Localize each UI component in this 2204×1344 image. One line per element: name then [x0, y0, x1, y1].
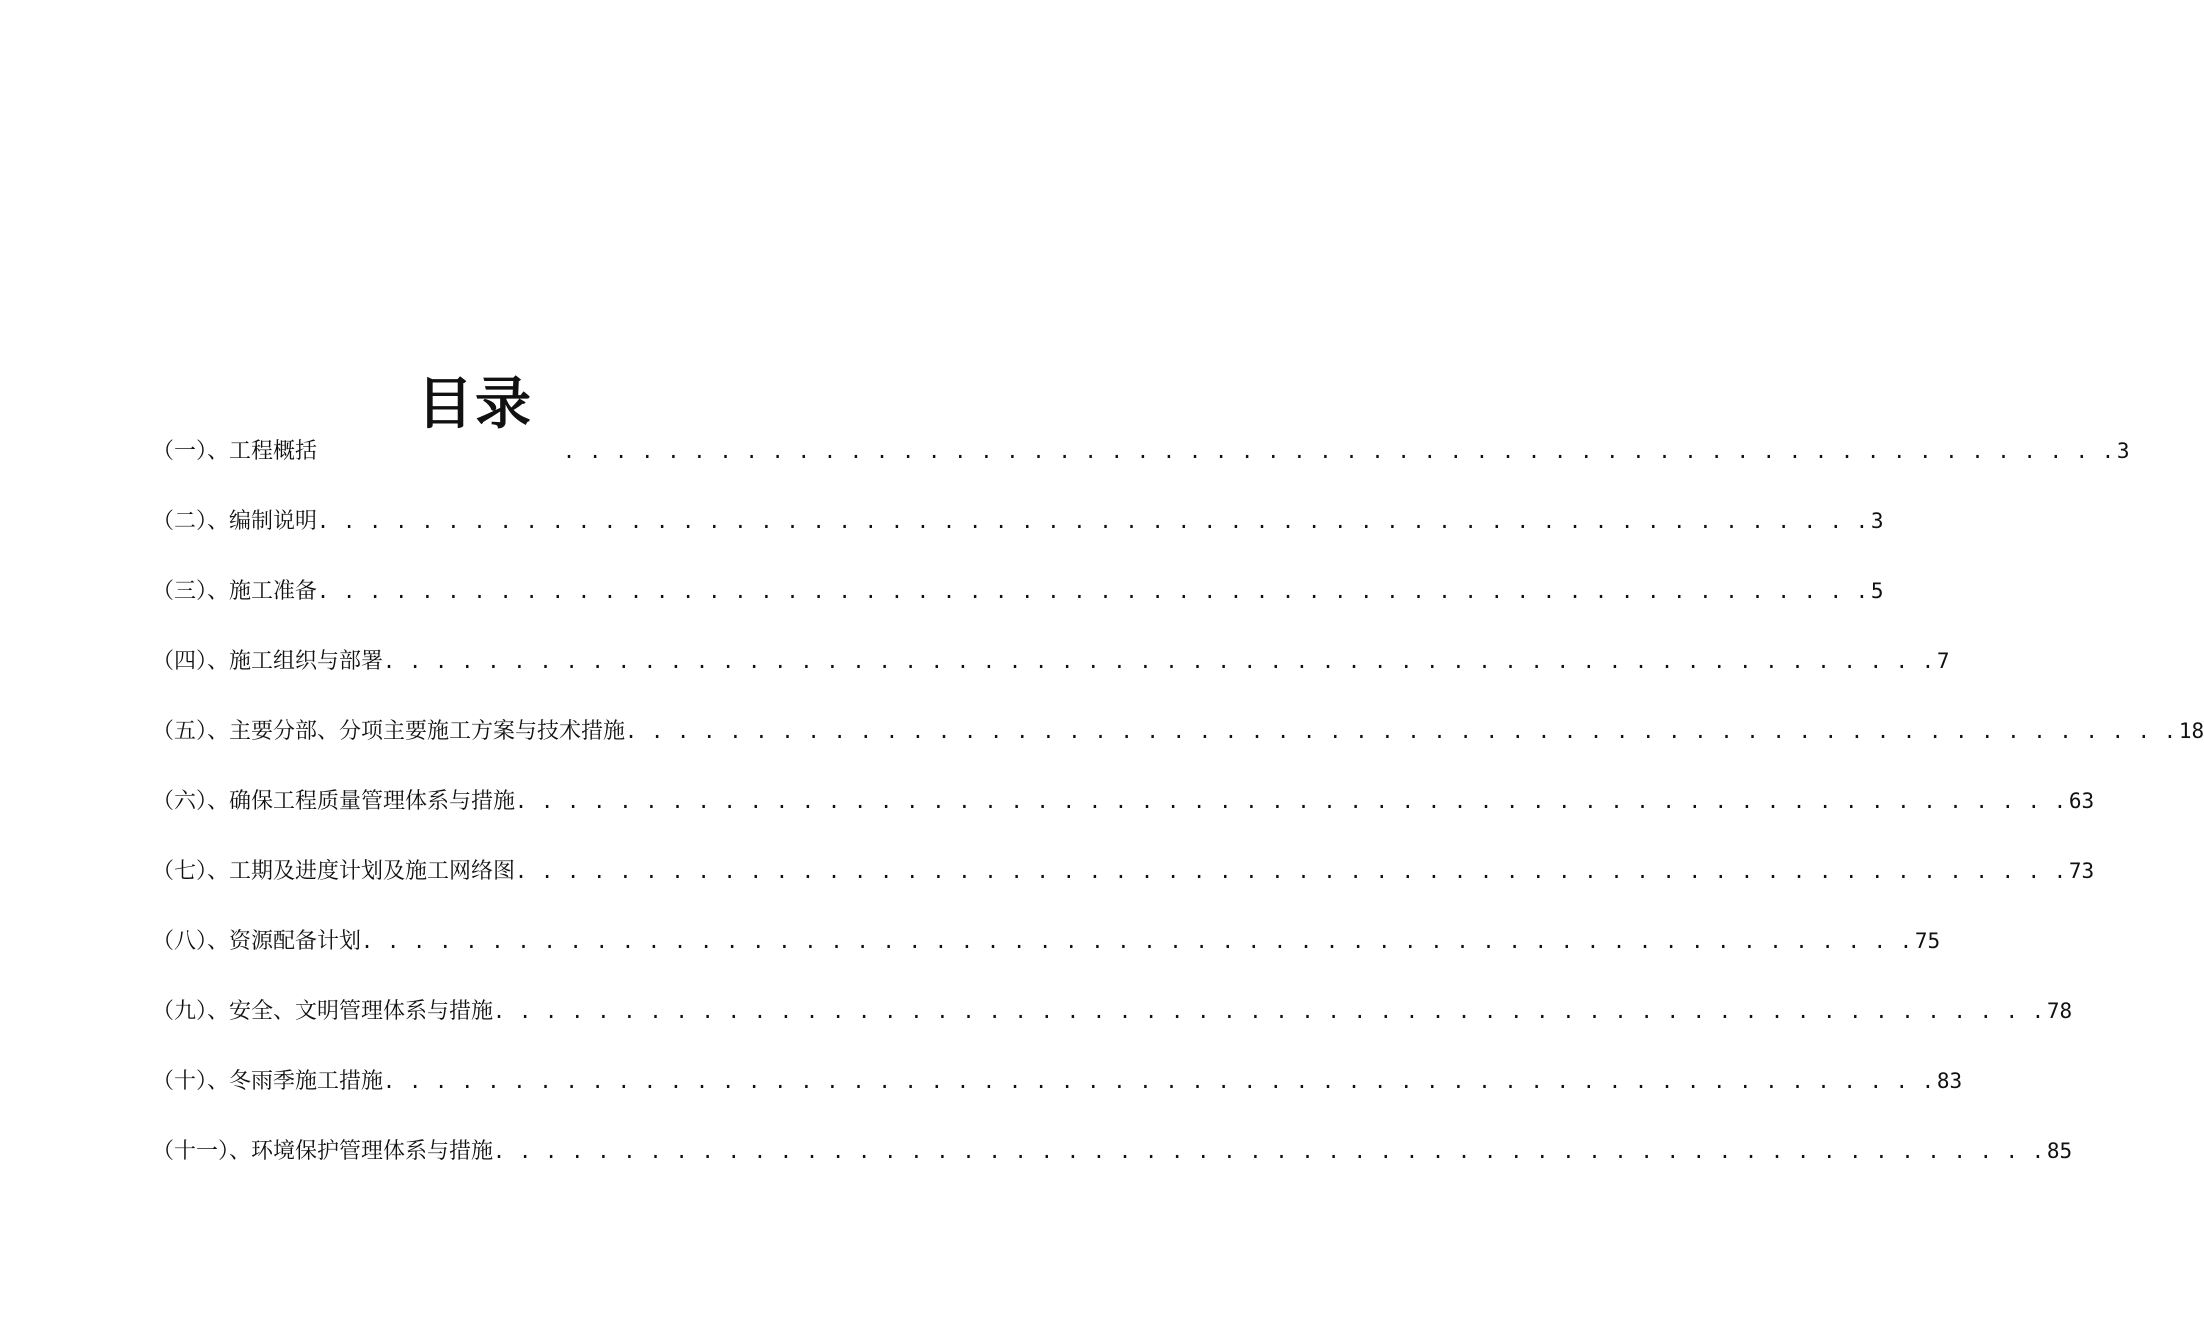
toc-entry-page: 83	[1936, 1069, 1963, 1093]
page-title: 目录	[417, 370, 533, 437]
toc-leader-dots: . . . . . . . . . . . . . . . . . . . . . . . . . . . . . . . . . . . . . . . . . . . . . . . . . . . . . . . . . . . .	[625, 719, 2177, 743]
toc-entry-label: （四）、施工组织与部署	[152, 649, 384, 674]
toc-entry[interactable]	[152, 713, 2204, 783]
toc-entry[interactable]	[152, 1133, 2073, 1203]
toc-entry-label: （六）、确保工程质量管理体系与措施	[152, 789, 516, 814]
toc-entry-page: 18	[2178, 719, 2204, 743]
toc-entry[interactable]	[152, 853, 2095, 923]
toc-leader-dots: . . . . . . . . . . . . . . . . . . . . . . . . . . . . . . . . . . . . . . . . . . . . . . . . . . . . . . . . . . . .	[383, 1069, 1935, 1093]
toc-leader-dots: . . . . . . . . . . . . . . . . . . . . . . . . . . . . . . . . . . . . . . . . . . . . . . . . . . . . . . . . . . . .	[515, 789, 2067, 813]
toc-leader-dots: . . . . . . . . . . . . . . . . . . . . . . . . . . . . . . . . . . . . . . . . . . . . . . . . . . . . . . . . . . . .	[383, 649, 1935, 673]
toc-leader-dots: . . . . . . . . . . . . . . . . . . . . . . . . . . . . . . . . . . . . . . . . . . . . . . . . . . . . . . . . . . . .	[317, 579, 1869, 603]
toc-entry-page: 85	[2046, 1139, 2073, 1163]
toc-entry-page: 3	[1870, 509, 1884, 533]
toc-entry[interactable]	[152, 993, 2073, 1063]
toc-entry[interactable]	[152, 433, 2130, 503]
toc-leader-dots: . . . . . . . . . . . . . . . . . . . . . . . . . . . . . . . . . . . . . . . . . . . . . . . . . . . . . . . . . . . .	[493, 999, 2045, 1023]
toc-leader-dots: . . . . . . . . . . . . . . . . . . . . . . . . . . . . . . . . . . . . . . . . . . . . . . . . . . . . . . . . . . . .	[317, 509, 1869, 533]
toc-entry[interactable]	[152, 923, 1941, 993]
toc-entry-label: （十一）、环境保护管理体系与措施	[152, 1139, 494, 1164]
toc-entry[interactable]	[152, 643, 1950, 713]
toc-entry-page: 3	[2116, 439, 2130, 463]
toc-entry-label: （三）、施工准备	[152, 579, 318, 604]
toc-entry-label: （八）、资源配备计划	[152, 929, 362, 954]
toc-entry-page: 63	[2068, 789, 2095, 813]
toc-entry[interactable]	[152, 783, 2095, 853]
toc-entry-label: （十）、冬雨季施工措施	[152, 1069, 384, 1094]
toc-entry-page: 5	[1870, 579, 1884, 603]
toc-entry-page: 75	[1914, 929, 1941, 953]
toc-entry-page: 7	[1936, 649, 1950, 673]
toc-entry-label: （二）、编制说明	[152, 509, 318, 534]
toc-entry[interactable]	[152, 503, 1884, 573]
toc-leader-dots: . . . . . . . . . . . . . . . . . . . . . . . . . . . . . . . . . . . . . . . . . . . . . . . . . . . . . . . . . . . .	[515, 859, 2067, 883]
toc-leader-dots: . . . . . . . . . . . . . . . . . . . . . . . . . . . . . . . . . . . . . . . . . . . . . . . . . . . . . . . . . . . .	[493, 1139, 2045, 1163]
toc-leader-dots: . . . . . . . . . . . . . . . . . . . . . . . . . . . . . . . . . . . . . . . . . . . . . . . . . . . . . . . . . . . .	[563, 439, 2115, 463]
toc-entry-page: 73	[2068, 859, 2095, 883]
table-of-contents	[152, 433, 2204, 1203]
toc-entry-label: （五）、主要分部、分项主要施工方案与技术措施	[152, 719, 626, 744]
toc-entry[interactable]	[152, 573, 1884, 643]
toc-leader-dots: . . . . . . . . . . . . . . . . . . . . . . . . . . . . . . . . . . . . . . . . . . . . . . . . . . . . . . . . . . . .	[361, 929, 1913, 953]
toc-entry[interactable]	[152, 1063, 1963, 1133]
toc-entry-label: （一）、工程概括	[152, 439, 318, 464]
toc-entry-label: （九）、安全、文明管理体系与措施	[152, 999, 494, 1024]
toc-entry-page: 78	[2046, 999, 2073, 1023]
toc-entry-label: （七）、工期及进度计划及施工网络图	[152, 859, 516, 884]
